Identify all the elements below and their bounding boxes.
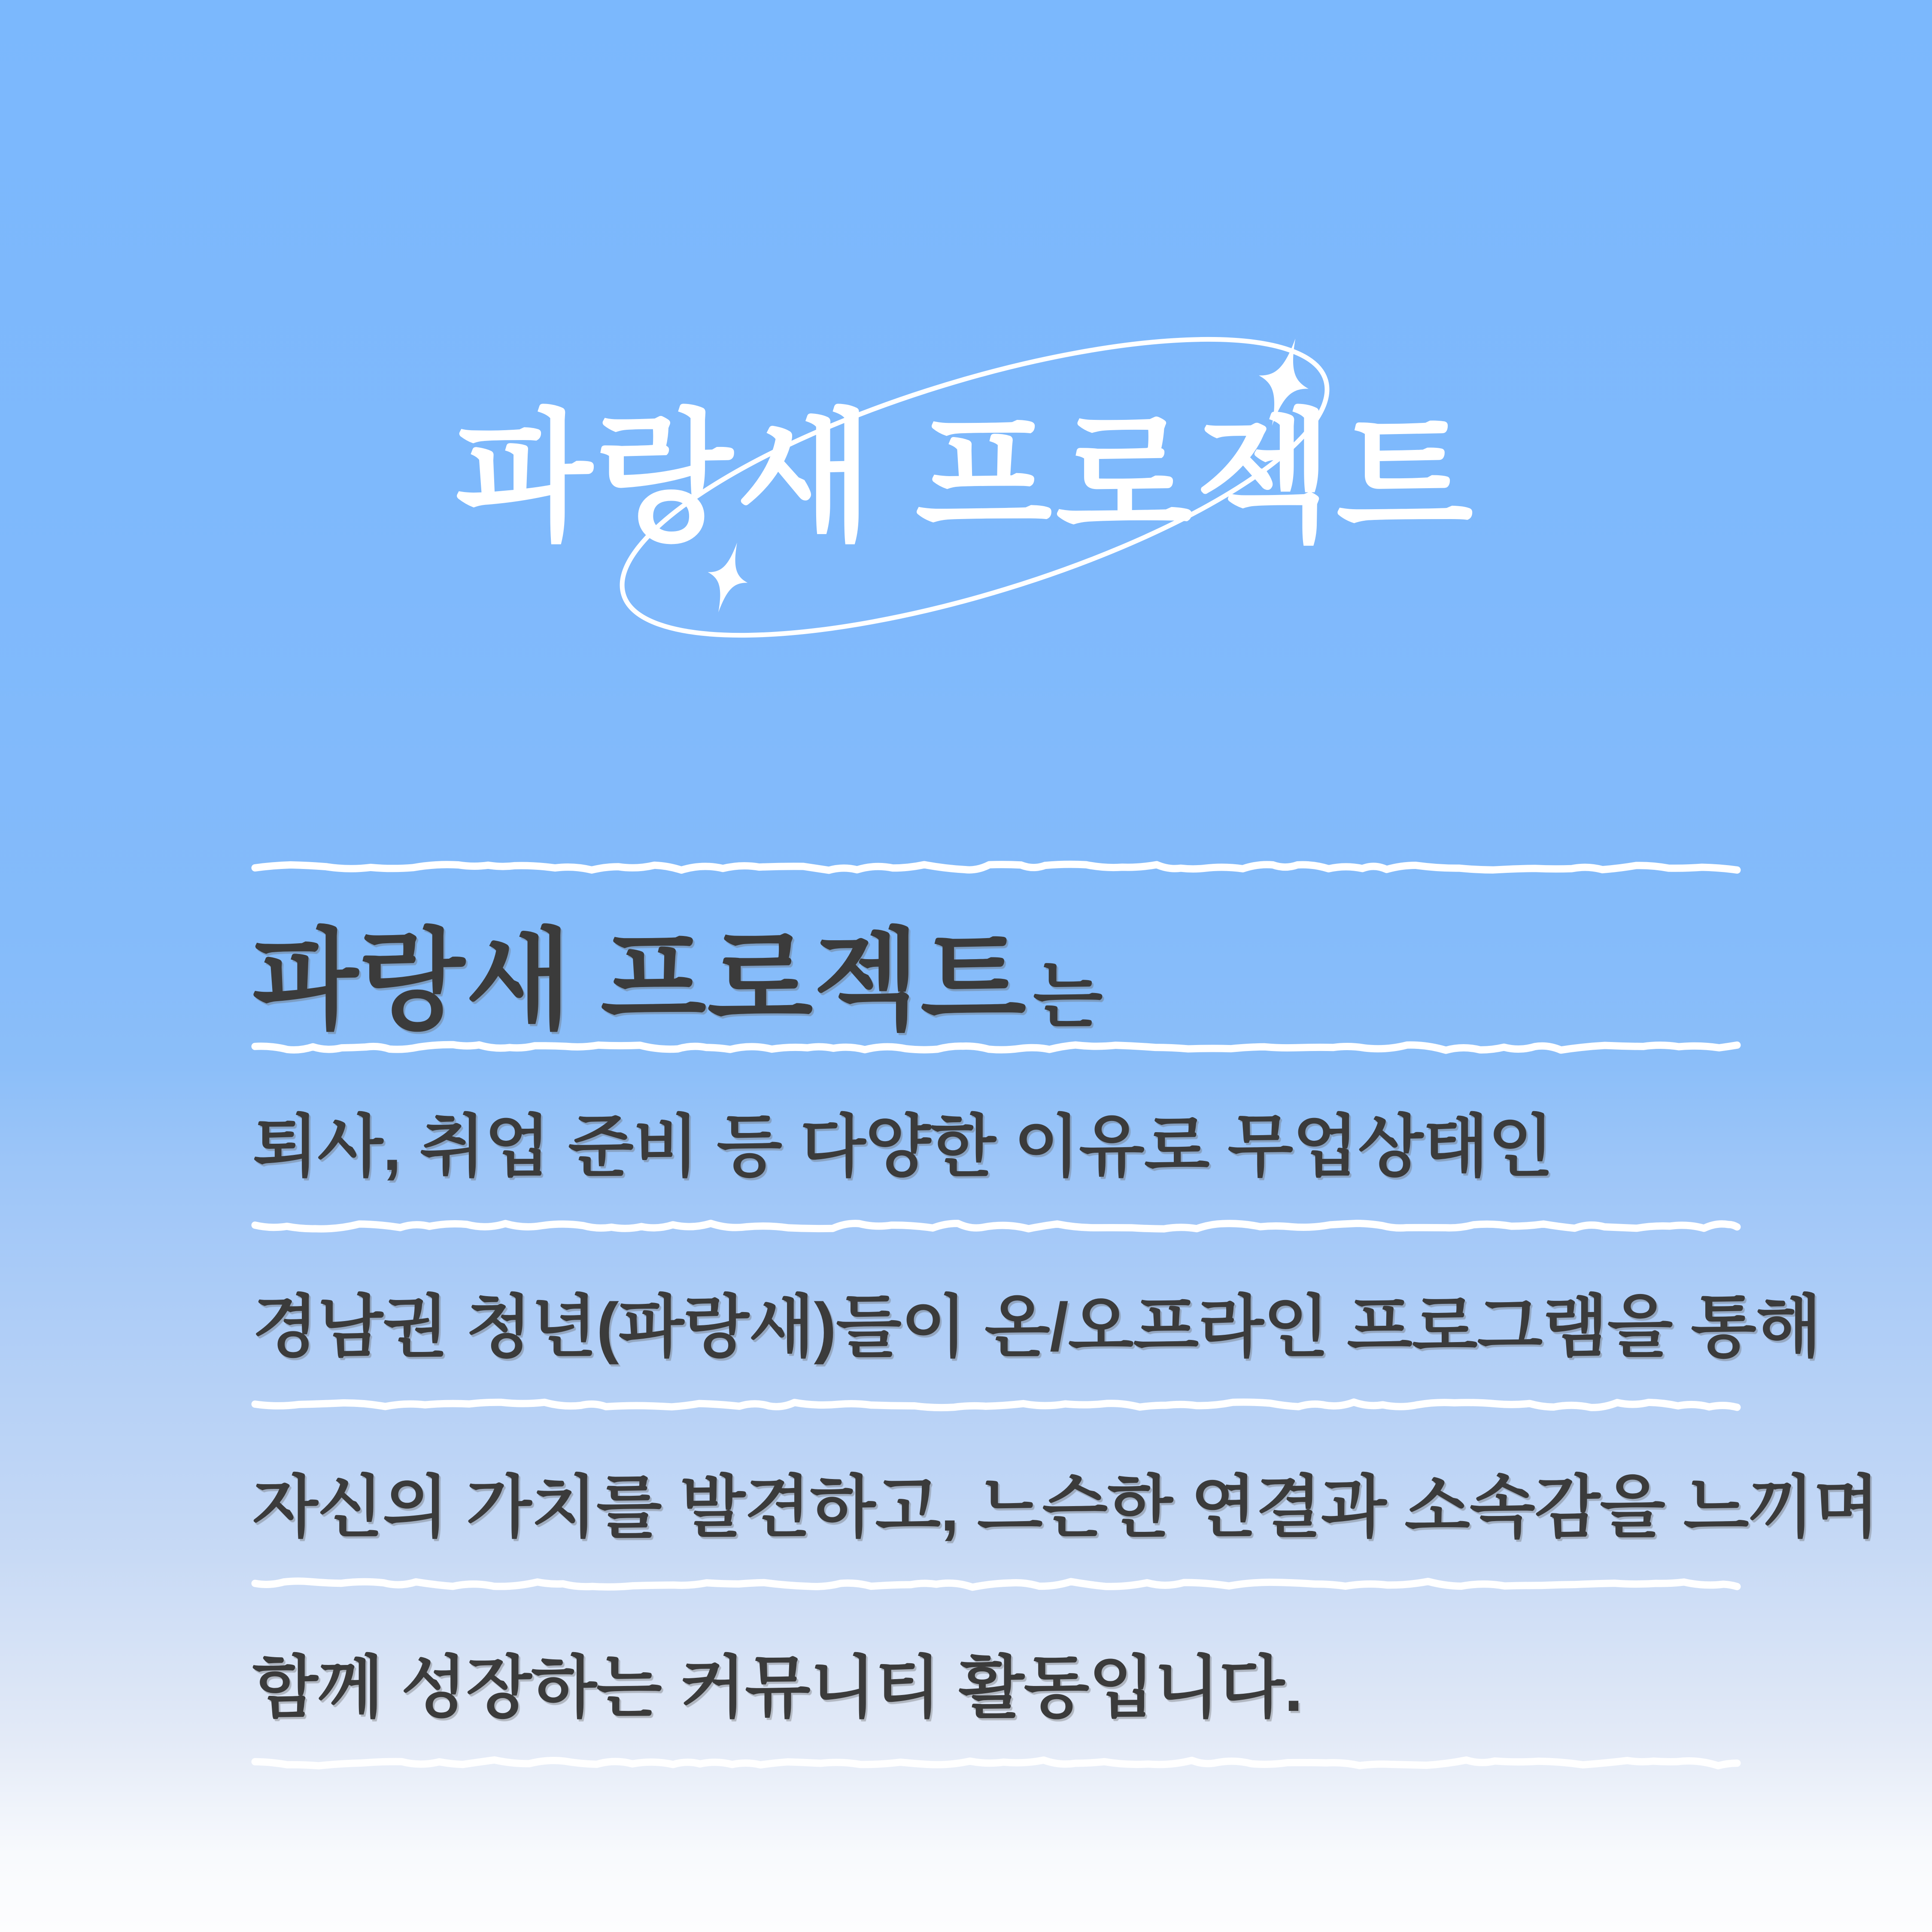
intro-heading-suffix: 는 (1033, 956, 1103, 1036)
wavy-divider (251, 1218, 1741, 1235)
body-line: 퇴사, 취업 준비 등 다양한 이유로 무업상태인 (252, 1109, 1553, 1185)
wavy-divider (251, 1754, 1741, 1771)
wavy-divider (251, 1396, 1741, 1413)
body-line: 함께 성장하는 커뮤니티 활동입니다. (252, 1650, 1303, 1725)
logo-title: 파랑새 프로젝트 (456, 401, 1476, 558)
body-line: 자신의 가치를 발견하고, 느슨한 연결과 소속감을 느끼며 (252, 1470, 1879, 1545)
body-line: 경남권 청년(파랑새)들이 온/오프라인 프로그램을 통해 (252, 1289, 1821, 1365)
intro-heading-title: 파랑새 프로젝트 (252, 921, 1027, 1042)
intro-heading (252, 921, 1103, 1042)
wavy-divider (251, 1576, 1741, 1593)
wavy-divider (251, 859, 1741, 876)
